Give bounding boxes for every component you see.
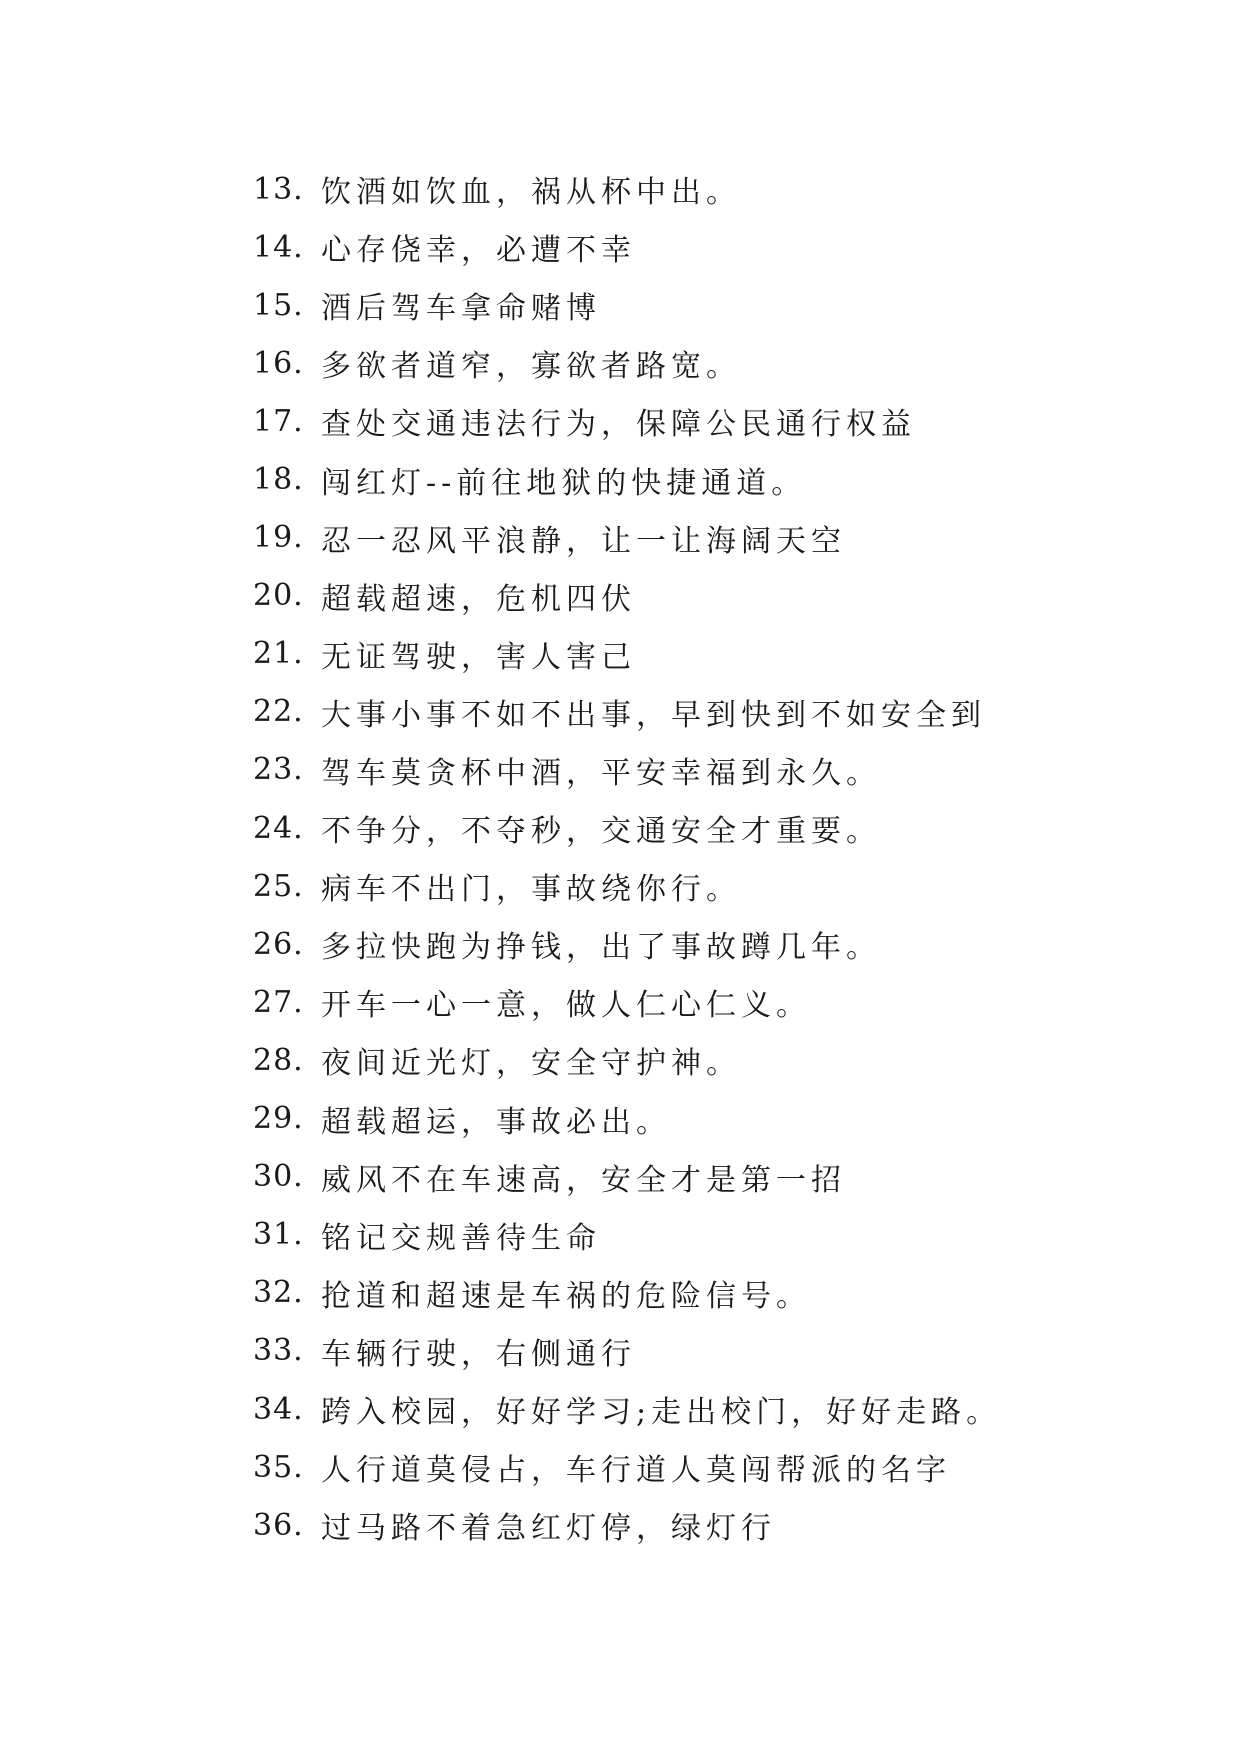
list-item (253, 567, 1001, 625)
item-number: 14. (253, 229, 304, 265)
list-item (253, 1322, 1001, 1380)
item-number: 24. (253, 810, 304, 846)
item-number: 26. (253, 926, 304, 962)
item-text: 心存侥幸，必遭不幸 (321, 233, 636, 269)
list-item (253, 392, 1001, 450)
item-text: 多拉快跑为挣钱，出了事故蹲几年。 (321, 930, 881, 966)
item-text: 不争分，不夺秒，交通安全才重要。 (321, 814, 881, 850)
item-text: 忍一忍风平浪静，让一让海阔天空 (321, 523, 846, 559)
list-item (253, 625, 1001, 683)
item-text: 无证驾驶，害人害己 (321, 639, 636, 675)
item-text: 开车一心一意，做人仁心仁义。 (321, 988, 811, 1024)
item-number: 27. (253, 984, 304, 1020)
item-number: 28. (253, 1042, 304, 1078)
list-item (253, 915, 1001, 973)
list-item (253, 276, 1001, 334)
list-item (253, 1496, 1001, 1554)
list-item (253, 1090, 1001, 1148)
list-item (253, 973, 1001, 1031)
slogan-list (253, 160, 1001, 1554)
item-text: 威风不在车速高，安全才是第一招 (321, 1162, 846, 1198)
item-number: 18. (253, 462, 304, 498)
list-item (253, 1264, 1001, 1322)
item-text: 驾车莫贪杯中酒，平安幸福到永久。 (321, 755, 881, 791)
item-number: 19. (253, 520, 304, 556)
item-number: 23. (253, 752, 304, 788)
list-item (253, 334, 1001, 392)
item-text: 超载超运，事故必出。 (321, 1104, 671, 1140)
item-text: 铭记交规善待生命 (321, 1220, 601, 1256)
list-item (253, 1380, 1001, 1438)
list-item (253, 1206, 1001, 1264)
list-item (253, 1148, 1001, 1206)
item-text: 跨入校园，好好学习;走出校门，好好走路。 (321, 1395, 1002, 1431)
item-text: 闯红灯--前往地狱的快捷通道。 (321, 465, 807, 501)
item-number: 20. (253, 578, 304, 614)
list-item (253, 741, 1001, 799)
list-item (253, 857, 1001, 915)
list-item (253, 450, 1001, 508)
item-text: 车辆行驶，右侧通行 (321, 1336, 636, 1372)
item-number: 32. (253, 1275, 304, 1311)
item-number: 17. (253, 403, 304, 439)
list-item (253, 160, 1001, 218)
item-text: 多欲者道窄，寡欲者路宽。 (321, 349, 741, 385)
list-item (253, 1031, 1001, 1089)
item-number: 33. (253, 1333, 304, 1369)
list-item (253, 1438, 1001, 1496)
item-text: 酒后驾车拿命赌博 (321, 291, 601, 327)
item-number: 31. (253, 1217, 304, 1253)
item-text: 过马路不着急红灯停，绿灯行 (321, 1511, 776, 1547)
item-number: 15. (253, 287, 304, 323)
item-number: 35. (253, 1449, 304, 1485)
item-number: 13. (253, 171, 304, 207)
list-item (253, 509, 1001, 567)
item-text: 大事小事不如不出事，早到快到不如安全到 (321, 697, 986, 733)
item-text: 抢道和超速是车祸的危险信号。 (321, 1278, 811, 1314)
item-number: 36. (253, 1507, 304, 1543)
item-text: 饮酒如饮血，祸从杯中出。 (321, 175, 741, 211)
item-text: 查处交通违法行为，保障公民通行权益 (321, 407, 916, 443)
item-text: 超载超速，危机四伏 (321, 581, 636, 617)
list-item (253, 683, 1001, 741)
item-number: 30. (253, 1159, 304, 1195)
item-number: 16. (253, 345, 304, 381)
item-number: 21. (253, 636, 304, 672)
item-text: 病车不出门，事故绕你行。 (321, 872, 741, 908)
list-item (253, 218, 1001, 276)
item-number: 34. (253, 1391, 304, 1427)
item-number: 22. (253, 694, 304, 730)
item-number: 29. (253, 1101, 304, 1137)
item-number: 25. (253, 868, 304, 904)
list-item (253, 799, 1001, 857)
item-text: 夜间近光灯，安全守护神。 (321, 1046, 741, 1082)
item-text: 人行道莫侵占，车行道人莫闯帮派的名字 (321, 1453, 951, 1489)
